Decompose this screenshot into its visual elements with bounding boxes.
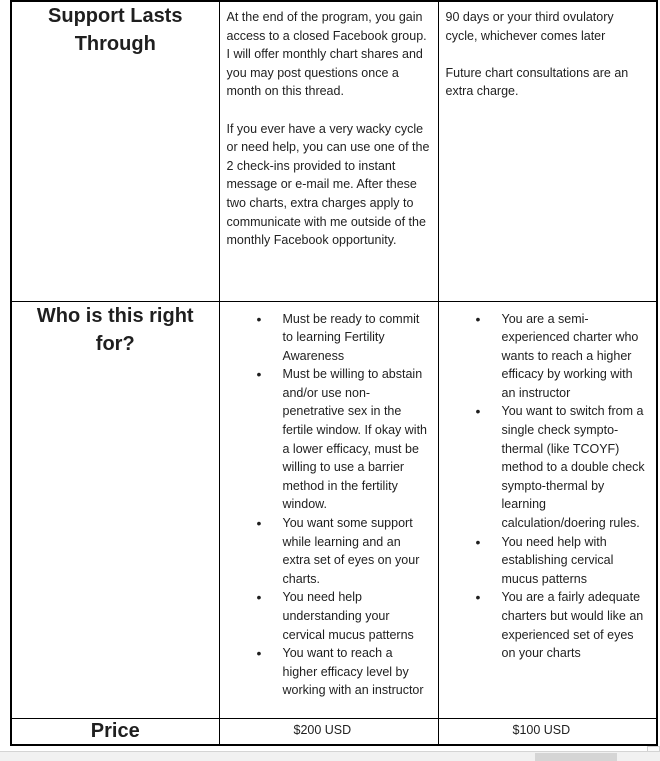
row-header-label: Who is this right for? — [36, 304, 194, 355]
table-row-support-lasts-through — [11, 1, 657, 301]
paragraph: If you ever have a very wacky cycle or need help, you can use one of the 2 check-ins provided to instant message or e-mail me. After these two charts, extra charges apply to communicate with me outside of the monthly Facebook opportunity. — [226, 121, 430, 248]
row-header-who-is-this-right-for — [11, 301, 219, 718]
cell-price-plan1 — [219, 718, 438, 745]
cell-who-plan2 — [438, 301, 657, 718]
cell-price-plan2 — [438, 718, 657, 745]
list-item: • You need help with establishing cervical mucus patterns — [446, 533, 650, 589]
cell-who-plan1 — [219, 301, 438, 718]
list-item: • Must be ready to commit to learning Fertility Awareness — [227, 310, 431, 366]
list-item: • You are a semi-experienced charter who wants to reach a higher efficacy by working with an instructor — [446, 310, 650, 403]
table-row-price — [11, 718, 657, 745]
paragraph: 90 days or your third ovulatory cycle, whichever comes later — [445, 10, 614, 43]
row-header-label: Support Lasts Through — [48, 5, 183, 55]
horizontal-scrollbar[interactable] — [0, 751, 660, 761]
table-row-who-is-this-right-for — [11, 301, 657, 718]
list-item: • Must be willing to abstain and/or use non-penetrative sex in the fertile window. If okay with a lower efficacy, must be willing to use a barrier method in the fertility window. — [227, 365, 431, 514]
paragraph: At the end of the program, you gain access to a closed Facebook group. I will offer monthly chart shares and you may post questions once a month on this thread. — [226, 10, 427, 99]
comparison-table — [10, 0, 658, 746]
paragraph: Future chart consultations are an extra charge. — [445, 65, 629, 99]
row-header-support-lasts-through — [11, 1, 219, 301]
price-value: $100 USD — [512, 722, 571, 737]
row-header-price — [11, 718, 219, 745]
list-item: • You need help understanding your cervical mucus patterns — [227, 588, 431, 644]
list-item: • You want to switch from a single check sympto-thermal (like TCOYF) method to a double check sympto-thermal by learning calculation/doering rules. — [446, 402, 650, 532]
list-item: • You are a fairly adequate charters but would like an experienced set of eyes on your charts — [446, 588, 650, 662]
list-item: • You want to reach a higher efficacy level by working with an instructor — [227, 644, 431, 700]
price-value: $200 USD — [293, 722, 352, 737]
list-item: • You want some support while learning and an extra set of eyes on your charts. — [227, 514, 431, 588]
row-header-label: Price — [90, 719, 140, 742]
bullet-list — [446, 310, 650, 663]
cell-support-plan1 — [219, 1, 438, 301]
bullet-list — [227, 310, 431, 700]
cell-support-plan2 — [438, 1, 657, 301]
horizontal-scrollbar-thumb[interactable] — [535, 753, 617, 761]
